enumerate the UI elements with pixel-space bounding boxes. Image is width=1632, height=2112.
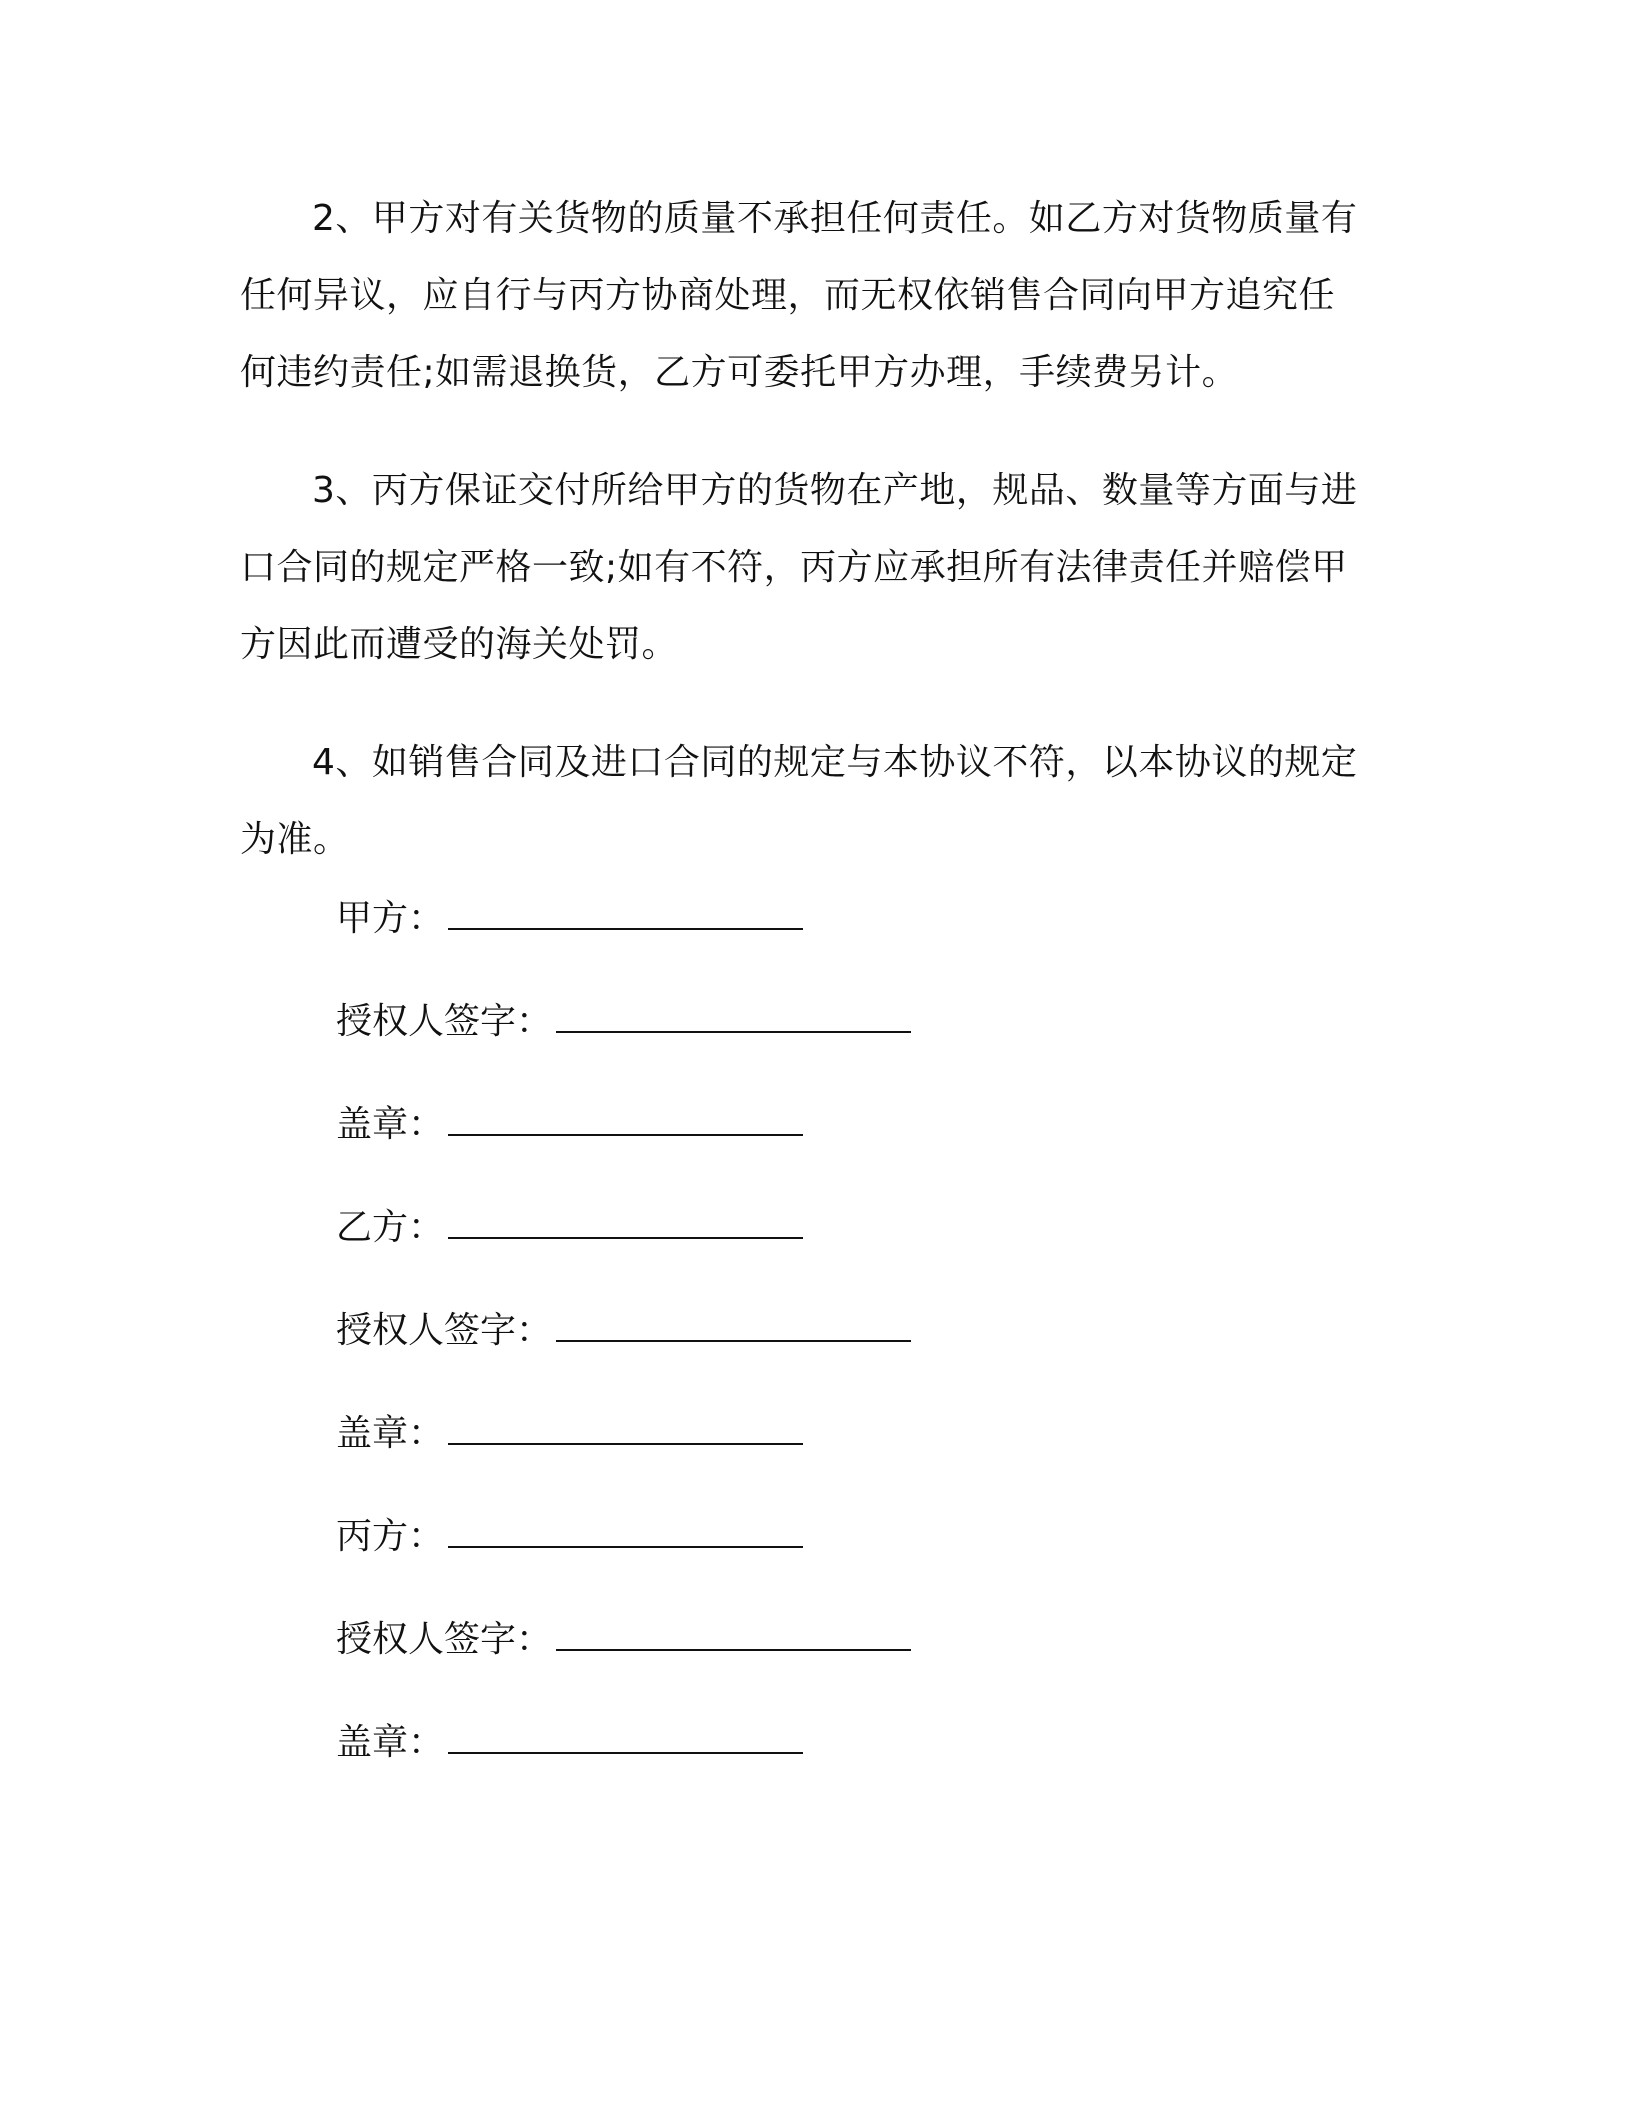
- party-a-line: [336, 880, 1236, 983]
- party-a-blank: [448, 892, 803, 930]
- party-a-signatory-label: 授权人签字：: [336, 1001, 553, 1042]
- party-c-blank: [448, 1510, 803, 1548]
- party-c-signatory-line: [336, 1601, 1236, 1704]
- signature-block: [336, 880, 1236, 1807]
- party-b-signatory-label: 授权人签字：: [336, 1310, 553, 1351]
- party-a-seal-blank: [448, 1098, 803, 1136]
- clause-3: 3、丙方保证交付所给甲方的货物在产地，规品、数量等方面与进口合同的规定严格一致;如有不符，丙方应承担所有法律责任并赔偿甲方因此而遭受的海关处罚。: [240, 470, 1358, 665]
- party-c-seal-label: 盖章：: [336, 1722, 445, 1763]
- party-b-blank: [448, 1201, 803, 1239]
- party-b-line: [336, 1189, 1236, 1292]
- party-c-label: 丙方：: [336, 1516, 445, 1557]
- party-a-signatory-blank: [556, 995, 911, 1033]
- party-a-signatory-line: [336, 983, 1236, 1086]
- party-c-line: [336, 1498, 1236, 1601]
- party-b-label: 乙方：: [336, 1207, 445, 1248]
- party-c-signatory-blank: [556, 1613, 911, 1651]
- contract-clauses: [240, 180, 1360, 919]
- party-a-label: 甲方：: [336, 898, 445, 939]
- clause-4: 4、如销售合同及进口合同的规定与本协议不符，以本协议的规定为准。: [240, 742, 1358, 860]
- party-b-signatory-line: [336, 1292, 1236, 1395]
- party-a-seal-label: 盖章：: [336, 1104, 445, 1145]
- party-a-seal-line: [336, 1086, 1236, 1189]
- party-b-signatory-blank: [556, 1304, 911, 1342]
- party-b-seal-line: [336, 1395, 1236, 1498]
- party-b-seal-label: 盖章：: [336, 1413, 445, 1454]
- party-c-seal-line: [336, 1704, 1236, 1807]
- party-c-signatory-label: 授权人签字：: [336, 1619, 553, 1660]
- party-b-seal-blank: [448, 1407, 803, 1445]
- clause-2: 2、甲方对有关货物的质量不承担任何责任。如乙方对货物质量有任何异议，应自行与丙方协商处理，而无权依销售合同向甲方追究任何违约责任;如需退换货，乙方可委托甲方办理，手续费另计。: [240, 198, 1358, 393]
- party-c-seal-blank: [448, 1716, 803, 1754]
